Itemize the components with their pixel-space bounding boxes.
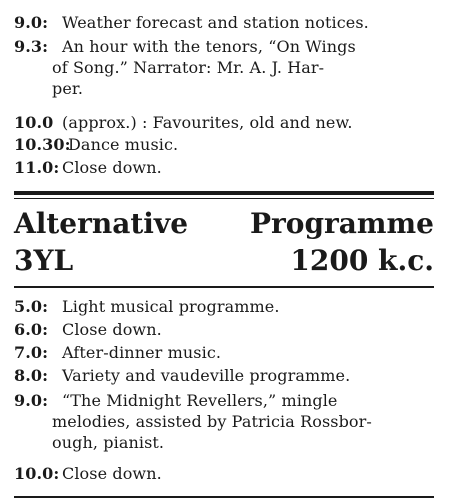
entry-text: Close down.	[62, 320, 162, 339]
entry-text: Close down.	[62, 158, 162, 177]
entry-time: 9.0:	[14, 13, 49, 32]
section-divider-thin	[14, 198, 434, 199]
listing-entry-11-0	[14, 157, 434, 178]
station-callsign: 3YL	[14, 244, 74, 277]
entry-time: 7.0:	[14, 343, 49, 362]
listing-entry-6-0	[14, 319, 434, 340]
entry-text-continued: melodies, assisted by Patricia Rossbor-	[52, 412, 372, 431]
entry-text: Dance music.	[68, 135, 179, 154]
entry-text: Close down.	[62, 464, 162, 483]
listing-entry-8-0	[14, 365, 434, 386]
entry-text-continued: per.	[52, 79, 84, 98]
listing-entry-9-0	[14, 12, 434, 33]
listing-entry-10-0	[14, 112, 434, 133]
bottom-divider	[14, 496, 434, 498]
entry-text: Light musical programme.	[62, 297, 280, 316]
entry-text: (approx.) : Favourites, old and new.	[62, 113, 353, 132]
entry-text-continued: ough, pianist.	[52, 433, 165, 452]
section-title-left: Alternative	[14, 207, 189, 240]
listing-entry-10-0-alt	[14, 463, 434, 484]
station-frequency: 1200 k.c.	[290, 244, 434, 277]
entry-text: Variety and vaudeville programme.	[62, 366, 351, 385]
entry-text: Weather forecast and station notices.	[62, 13, 369, 32]
listing-entry-7-0	[14, 342, 434, 363]
entry-time: 11.0:	[14, 158, 60, 177]
entry-time: 8.0:	[14, 366, 49, 385]
section-divider-thick	[14, 191, 434, 195]
entry-time: 9.3:	[14, 37, 49, 56]
entry-time: 6.0:	[14, 320, 49, 339]
heading-underline	[14, 286, 434, 288]
entry-time: 10.0:	[14, 464, 60, 483]
entry-text: After-dinner music.	[62, 343, 222, 362]
entry-text: “The Midnight Revellers,” mingle	[62, 391, 338, 410]
entry-text: An hour with the tenors, “On Wings	[62, 37, 356, 56]
listing-entry-5-0	[14, 296, 434, 317]
listing-entry-9-0-alt	[14, 390, 434, 453]
listing-entry-9-3	[14, 36, 434, 99]
entry-text-continued: of Song.” Narrator: Mr. A. J. Har-	[52, 58, 325, 77]
entry-time: 5.0:	[14, 297, 49, 316]
section-title-right: Programme	[249, 207, 434, 240]
entry-time: 9.0:	[14, 391, 49, 410]
listing-entry-10-30	[14, 134, 434, 155]
entry-time: 10.30:	[14, 135, 71, 154]
entry-time: 10.0	[14, 113, 54, 132]
